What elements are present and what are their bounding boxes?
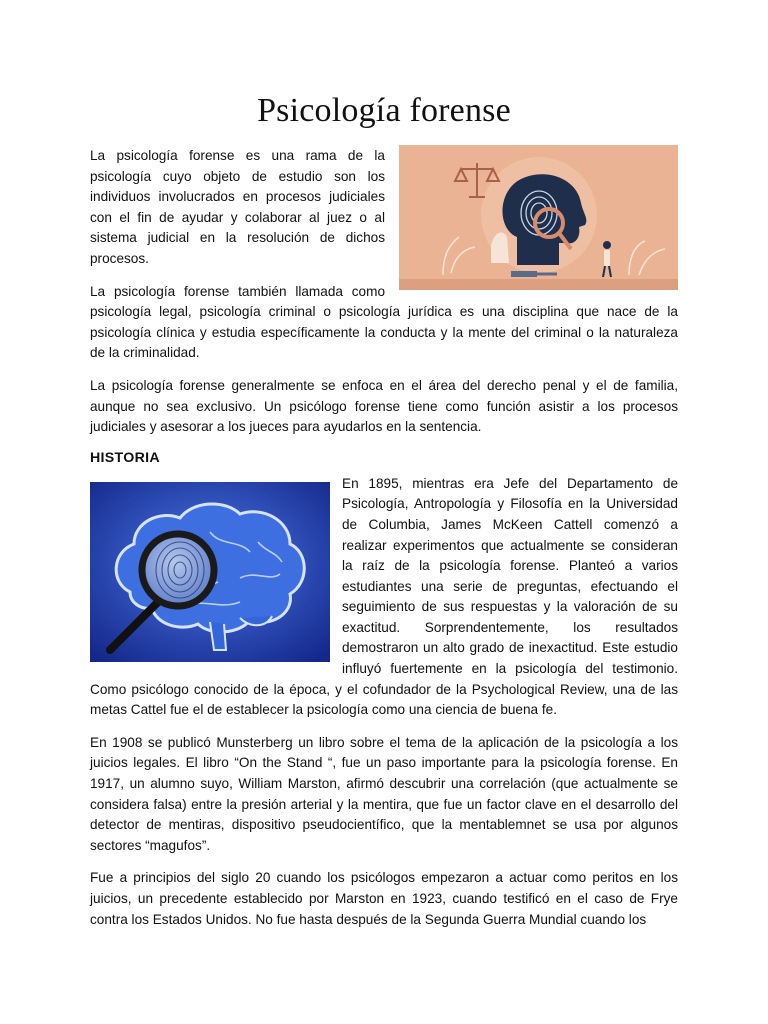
paragraph-history-cattell: En 1895, mientras era Jefe del Departamento de Psicología, Antropología y Filosofía en la Universidad de Columbia, James McKeen Cattell comenzó a realizar experimentos que actualmente se consideran la raíz de la psicología forense. Planteó a varios estudiantes una serie de preguntas, efectuando el seguimiento de sus respuestas y la valoración de su exactitud. Sorprendentemente, los resultados demostraron un alto grado de inexactitud. Este estudio influyó fuertemente en la psicología del testimonio. Como psicólogo conocido de la época, y el cofundador de la Psychological Review, una de las metas Cattel fue el de establecer la psicología como una ciencia de buena fe. (90, 475, 678, 718)
forensic-psychology-illustration (399, 145, 678, 290)
brain-magnifying-glass-image (90, 482, 330, 662)
paragraph-definition: La psicología forense también llamada como psicología legal, psicología criminal o psicología jurídica es una disciplina que nace de la psicología clínica y estudia específicamente la conducta y la mente del criminal o la naturaleza de la criminalidad. (90, 283, 678, 361)
paragraph-focus: La psicología forense generalmente se enfoca en el área del derecho penal y el de familia, aunque no sea exclusivo. Un psicólogo forense tiene como función asistir a los procesos judiciales y asesorar a los jueces para ayudarlos en la sentencia. (90, 377, 678, 435)
paragraph-history-marston: Fue a principios del siglo 20 cuando los psicólogos empezaron a actuar como peritos en los juicios, un precedente establecido por Marston en 1923, cuando testificó en el caso de Frye contra los Estados Unidos. No fue hasta después de la Segunda Guerra Mundial cuando los (90, 870, 678, 927)
page-title: Psicología forense (257, 92, 511, 129)
paragraph-intro: La psicología forense es una rama de la psicología cuyo objeto de estudio son los individuos involucrados en procesos judiciales con el fin de ayudar y colaborar al juez o al sistema judicial en la resolución de dichos procesos. (90, 148, 385, 266)
paragraph-history-munsterberg: En 1908 se publicó Munsterberg un libro sobre el tema de la aplicación de la psicología a los juicios legales. El libro “On the Stand “, fue un paso importante para la psicología forense. En 1917, un alumno suyo, William Marston, afirmó descubrir una correlación (que actualmente se considera falsa) entre la presión arterial y la mentira, que fue un factor clave en el desarrollo del detector de mentiras, dispositivo pseudocientífico, que la mentablemnet se usa por algunos sectores “magufos”. (90, 734, 678, 853)
section-heading-historia: HISTORIA (90, 449, 160, 466)
document-page (90, 92, 678, 942)
